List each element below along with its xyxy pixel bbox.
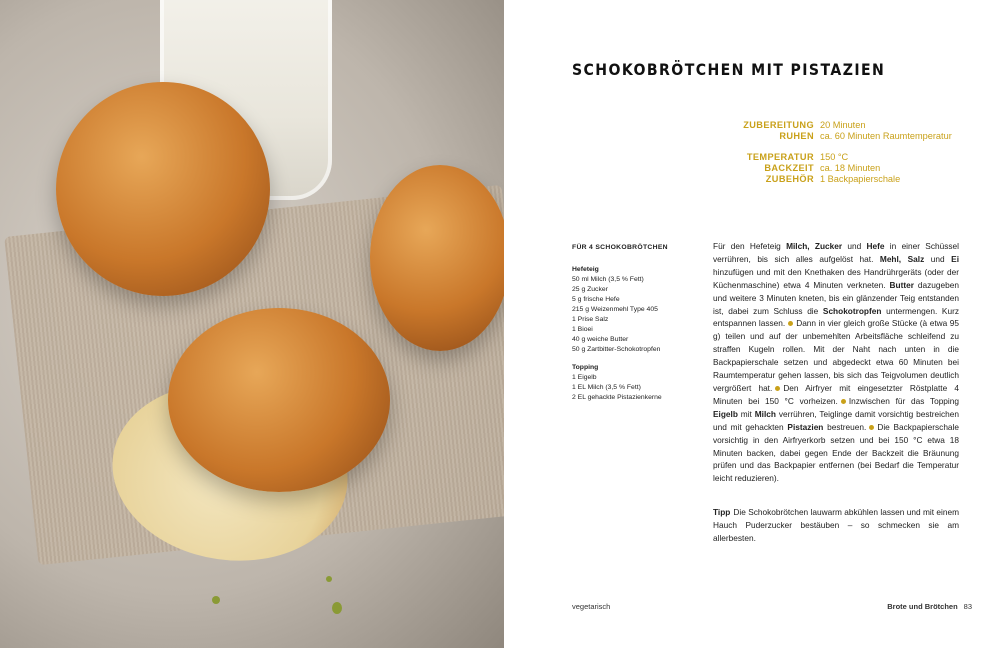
instruction-text: und: [842, 241, 867, 251]
step-separator-icon: [869, 425, 874, 430]
ingredient-item: 50 ml Milch (3,5 % Fett): [572, 276, 644, 283]
ingredient-highlight: Eigelb: [713, 408, 738, 419]
pistachio-crumb: [212, 596, 220, 604]
info-row: [704, 120, 952, 131]
ingredient-highlight: Hefe: [866, 241, 885, 251]
step-separator-icon: [775, 386, 780, 391]
info-row: [704, 152, 900, 163]
instruction-text: Inzwischen für das Topping: [848, 395, 959, 406]
info-label: ZUBEHÖR: [765, 174, 814, 185]
info-value: ca. 18 Minuten: [820, 163, 881, 174]
ingredient-highlight: Mehl, Salz: [879, 253, 925, 264]
ingredient-item: 1 EL Milch (3,5 % Fett): [572, 384, 641, 391]
pistachio-bun: [56, 82, 270, 296]
info-label: RUHEN: [779, 131, 814, 142]
ingredient-highlight: Butter: [889, 279, 914, 290]
ingredient-section-title: Hefeteig: [572, 266, 599, 273]
ingredient-item: 25 g Zucker: [572, 286, 608, 293]
ingredient-highlight: Ei: [951, 253, 959, 264]
instruction-text: bestreuen.: [823, 421, 867, 432]
ingredient-item: 40 g weiche Butter: [572, 336, 629, 343]
instruction-text: mit: [737, 408, 755, 419]
ingredient-item: 1 Prise Salz: [572, 316, 609, 323]
pistachio-bun-top: [168, 308, 390, 492]
info-value: 1 Backpapierschale: [820, 174, 901, 185]
instruction-text: Die Backpapierschale vorsichtig in den Airfryerkorb setzen und bei 150 °C etwa 18 Minuten backen, dabei gegen Ende der Backzeit die Bräunung prüfen und das Backpapier entfernen (bei Bedarf die Temperatur leicht reduzieren).: [713, 421, 960, 484]
page-number: 83: [963, 602, 972, 611]
recipe-title: SCHOKOBRÖTCHEN MIT PISTAZIEN: [572, 60, 886, 79]
instruction-text: verrühren, Teiglinge damit vorsichtig bestreichen und mit gehackten: [713, 408, 959, 432]
ingredient-highlight: Schokotropfen: [822, 305, 882, 316]
instruction-text: und: [924, 253, 952, 264]
info-value: 20 Minuten: [820, 120, 866, 130]
instruction-text: hinzufügen und mit den Knethaken des Handrührgeräts (oder der Küchenmaschine) etwa 4 Minuten verkneten.: [713, 266, 959, 290]
ingredient-item: 215 g Weizenmehl Type 405: [572, 306, 658, 313]
step-separator-icon: [841, 399, 846, 404]
instructions: [713, 240, 959, 485]
recipe-page: [504, 0, 1008, 648]
footer-category: vegetarisch: [572, 602, 611, 611]
info-label: ZUBEREITUNG: [743, 120, 814, 130]
pistachio-bun: [370, 165, 504, 351]
instruction-text: Den Airfryer mit eingesetzter Röstplatte 4 Minuten bei 150 °C vorheizen.: [713, 382, 959, 406]
info-row: [704, 174, 900, 185]
ingredient-highlight: Milch: [754, 408, 776, 419]
ingredients-list: [572, 243, 702, 403]
baking-info: [704, 152, 900, 186]
tip-text: Die Schokobrötchen lauwarm abkühlen lassen und mit einem Hauch Puderzucker bestäuben – so schmecken sie am allerbesten.: [713, 507, 959, 543]
info-value: ca. 60 Minuten Raumtemperatur: [820, 131, 952, 142]
ingredient-item: 50 g Zartbitter-Schokotropfen: [572, 346, 661, 353]
instruction-text: Dann in vier gleich große Stücke (à etwa 95 g) teilen und auf der unbemehlten Arbeitsfläche schleifend zu straffen Kugeln rollen. Mit der Naht nach unten in die Backpapierschale setzen und abgedeckt etwa 60 Minuten bei Raumtemperatur gehen lassen, bis sich das Teigvolumen deutlich vergrößert hat.: [713, 318, 960, 393]
ingredient-highlight: Pistazien: [787, 421, 824, 432]
prep-info: [704, 120, 952, 142]
instruction-text: untermengen. Kurz entspannen lassen.: [713, 305, 959, 329]
footer-section: Brote und Brötchen: [887, 602, 958, 611]
instruction-text: in einer Schüssel verrühren, bis sich alles aufgelöst hat.: [713, 241, 959, 264]
info-row: [704, 131, 952, 142]
ingredient-highlight: Milch, Zucker: [786, 241, 843, 251]
ingredient-item: 2 EL gehackte Pistazienkerne: [572, 394, 662, 401]
tip-label: Tipp: [713, 507, 731, 517]
tip-box: [713, 506, 959, 545]
ingredient-section-title: Topping: [572, 364, 599, 371]
ingredients-heading: FÜR 4 SCHOKOBRÖTCHEN: [572, 244, 668, 251]
pistachio-crumb: [326, 576, 332, 582]
info-label: TEMPERATUR: [746, 152, 814, 162]
ingredient-item: 5 g frische Hefe: [572, 296, 620, 303]
ingredient-item: 1 Bioei: [572, 326, 593, 333]
instruction-text: dazugeben und weitere 3 Minuten kneten, bis ein glänzender Teig entstanden ist, dabei zum Schluss die: [713, 279, 959, 316]
instruction-text: Für den Hefeteig: [713, 241, 787, 251]
info-row: [704, 163, 900, 174]
ingredient-item: 1 Eigelb: [572, 374, 597, 381]
info-label: BACKZEIT: [764, 163, 814, 174]
info-value: 150 °C: [820, 152, 849, 162]
footer-page-info: [887, 602, 972, 611]
pistachio-crumb: [332, 602, 342, 614]
step-separator-icon: [788, 321, 793, 326]
